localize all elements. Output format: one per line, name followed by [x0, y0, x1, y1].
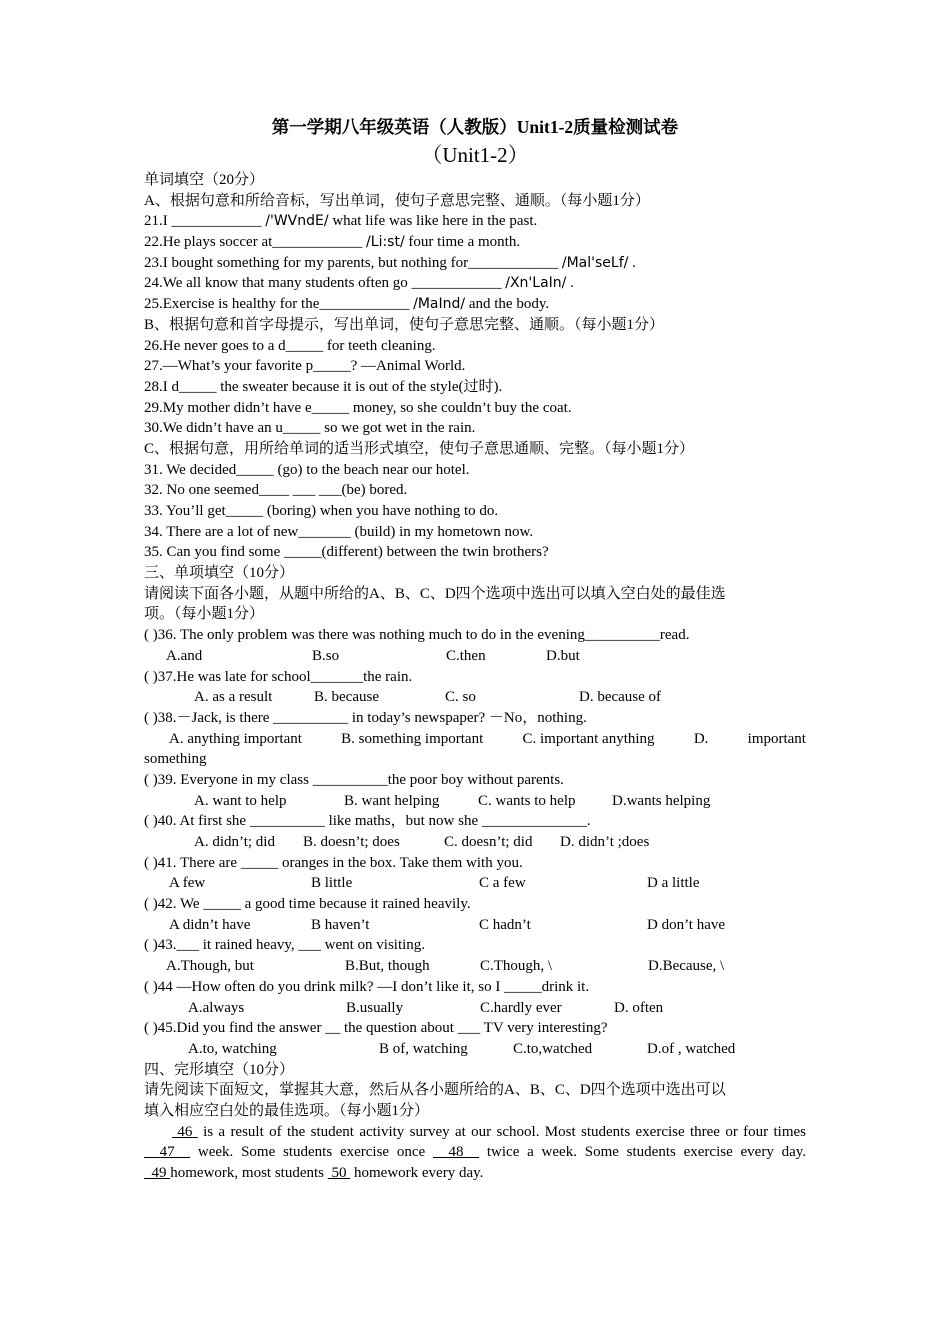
option-a: A didn’t have: [169, 916, 251, 933]
option-b: B.so: [312, 647, 340, 664]
section4-instruction-2: 填入相应空白处的最佳选项。（每小题1分）: [144, 1102, 430, 1119]
option-a: A.to, watching: [188, 1040, 277, 1057]
option-d-text: important: [747, 730, 806, 747]
page-title: 第一学期八年级英语（人教版）Unit1-2质量检测试卷: [271, 117, 679, 137]
partB-instruction: B、根据句意和首字母提示，写出单词，使句子意思完整、通顺。（每小题1分）: [144, 316, 665, 333]
question-31: 31. We decided_____ (go) to the beach near our hotel.: [144, 461, 470, 478]
option-d: D. because of: [579, 689, 662, 706]
question-35: 35. Can you find some _____(different) between the twin brothers?: [144, 544, 549, 561]
option-b: B.But, though: [345, 958, 430, 975]
options-45: [144, 1039, 806, 1060]
question-29: 29.My mother didn’t have e_____ money, so she couldn’t buy the coat.: [144, 399, 572, 416]
cloze-passage: 46 is a result of the student activity survey at our school. Most students exercise three or four times 47 week. Some students exercise once 48 twice a week. Some students exercise every day. 49 homework, most students 50 homework every day.: [144, 1122, 806, 1184]
option-c: C. doesn’t; did: [444, 834, 533, 850]
section3-instruction-2: 项。（每小题1分）: [144, 606, 265, 623]
option-b: B. something important: [341, 730, 484, 747]
option-a: A. want to help: [194, 792, 287, 809]
question-43: ( )43.___ it rained heavy, ___ went on visiting.: [144, 937, 426, 954]
section4-instruction-1: 请先阅读下面短文，掌握其大意，然后从各小题所给的A、B、C、D四个选项中选出可以: [144, 1082, 726, 1099]
question-36: ( )36. The only problem was there was nothing much to do in the evening__________read.: [144, 627, 690, 644]
option-a: A. anything important: [169, 730, 302, 747]
options-38-wrap: something: [144, 751, 207, 768]
question-30: 30.We didn’t have an u_____ so we got wet in the rain.: [144, 420, 476, 437]
option-c: C hadn’t: [479, 916, 531, 933]
option-d: D.: [693, 730, 709, 747]
option-c: C a few: [479, 875, 526, 892]
question-39: ( )39. Everyone in my class __________the poor boy without parents.: [144, 771, 564, 788]
question-21: 21.I ____________ /'WVndE/ what life was like here in the past.: [144, 213, 538, 230]
section1-heading: 单词填空（20分）: [144, 172, 265, 188]
question-28: 28.I d_____ the sweater because it is out of the style(过时).: [144, 378, 503, 395]
option-b: B of, watching: [379, 1040, 468, 1057]
section4-heading: 四、完形填空（10分）: [144, 1061, 295, 1078]
blank-49[interactable]: 49: [151, 1165, 167, 1182]
option-c: C.to,watched: [513, 1040, 593, 1057]
question-25: 25.Exercise is healthy for the____________ /MaInd/ and the body.: [144, 296, 550, 313]
section3-instruction-1: 请阅读下面各小题，从题中所给的A、B、C、D四个选项中选出可以填入空白处的最佳选: [144, 585, 726, 602]
option-c: C.hardly ever: [480, 999, 562, 1016]
options-43: [144, 956, 806, 977]
question-22: 22.He plays soccer at____________ /Li:st/ four time a month.: [144, 234, 521, 251]
option-c: C. wants to help: [478, 792, 576, 809]
options-39: [144, 791, 806, 812]
question-37: ( )37.He was late for school_______the rain.: [144, 668, 413, 685]
question-41: ( )41. There are _____ oranges in the box. Take them with you.: [144, 854, 523, 871]
option-b: B. want helping: [344, 792, 440, 809]
partA-instruction: A、根据句意和所给音标，写出单词，使句子意思完整、通顺。（每小题1分）: [144, 192, 650, 209]
option-d: D. didn’t ;does: [560, 834, 650, 850]
question-24: 24.We all know that many students often go ____________ /Xn'LaIn/ .: [144, 275, 574, 292]
question-40: ( )40. At first she __________ like maths，but now she ______________.: [144, 813, 591, 830]
options-38: [144, 729, 806, 750]
option-a: A.always: [188, 999, 245, 1016]
question-44: ( )44 —How often do you drink milk? —I don’t like it, so I _____drink it.: [144, 978, 590, 995]
blank-46[interactable]: 46: [177, 1123, 193, 1140]
question-45: ( )45.Did you find the answer __ the question about ___ TV very interesting?: [144, 1020, 608, 1037]
option-b: B haven’t: [311, 916, 370, 933]
option-a: A. as a result: [194, 689, 273, 706]
option-b: B.usually: [346, 999, 404, 1016]
question-38: ( )38.－Jack, is there __________ in today’s newspaper? －No，nothing.: [144, 709, 587, 726]
option-c: C.then: [446, 647, 486, 664]
options-36: [144, 646, 806, 667]
options-37: [144, 687, 806, 708]
options-44: [144, 998, 806, 1019]
blank-47[interactable]: 47: [159, 1144, 175, 1161]
option-d: D.Because, \: [648, 958, 725, 975]
option-c: C.Though, \: [480, 958, 553, 975]
question-33: 33. You’ll get_____ (boring) when you have nothing to do.: [144, 503, 499, 519]
question-42: ( )42. We _____ a good time because it rained heavily.: [144, 896, 471, 913]
options-41: [144, 873, 806, 894]
question-23: 23.I bought something for my parents, but nothing for____________ /Mal'seLf/ .: [144, 254, 636, 271]
option-c: C. important anything: [522, 730, 655, 747]
exam-page: [144, 112, 806, 1184]
section3-heading: 三、单项填空（10分）: [144, 565, 295, 582]
option-a: A.and: [166, 647, 203, 664]
question-27: 27.—What’s your favorite p_____? —Animal World.: [144, 358, 466, 375]
option-c: C. so: [445, 689, 476, 706]
option-a: A few: [169, 875, 206, 892]
question-26: 26.He never goes to a d_____ for teeth cleaning.: [144, 337, 436, 354]
option-b: B. because: [314, 689, 379, 706]
question-34: 34. There are a lot of new_______ (build) in my hometown now.: [144, 523, 534, 540]
blank-50[interactable]: 50: [331, 1165, 347, 1182]
option-d: D a little: [647, 875, 700, 892]
option-d: D.but: [546, 647, 580, 664]
option-d: D.of , watched: [647, 1040, 736, 1057]
option-b: B little: [311, 875, 353, 892]
option-d: D don’t have: [647, 916, 726, 933]
option-b: B. doesn’t; does: [303, 834, 400, 850]
blank-48[interactable]: 48: [448, 1144, 464, 1161]
option-d: D.wants helping: [612, 792, 711, 809]
option-a: A.Though, but: [166, 958, 254, 975]
option-a: A. didn’t; did: [194, 834, 275, 850]
option-d: D. often: [614, 999, 664, 1016]
options-40: [144, 832, 806, 853]
options-42: [144, 915, 806, 936]
page-subtitle: （Unit1-2）: [421, 143, 529, 167]
partC-instruction: C、根据句意，用所给单词的适当形式填空，使句子意思通顺、完整。（每小题1分）: [144, 440, 695, 457]
question-32: 32. No one seemed____ ___ ___(be) bored.: [144, 482, 408, 499]
